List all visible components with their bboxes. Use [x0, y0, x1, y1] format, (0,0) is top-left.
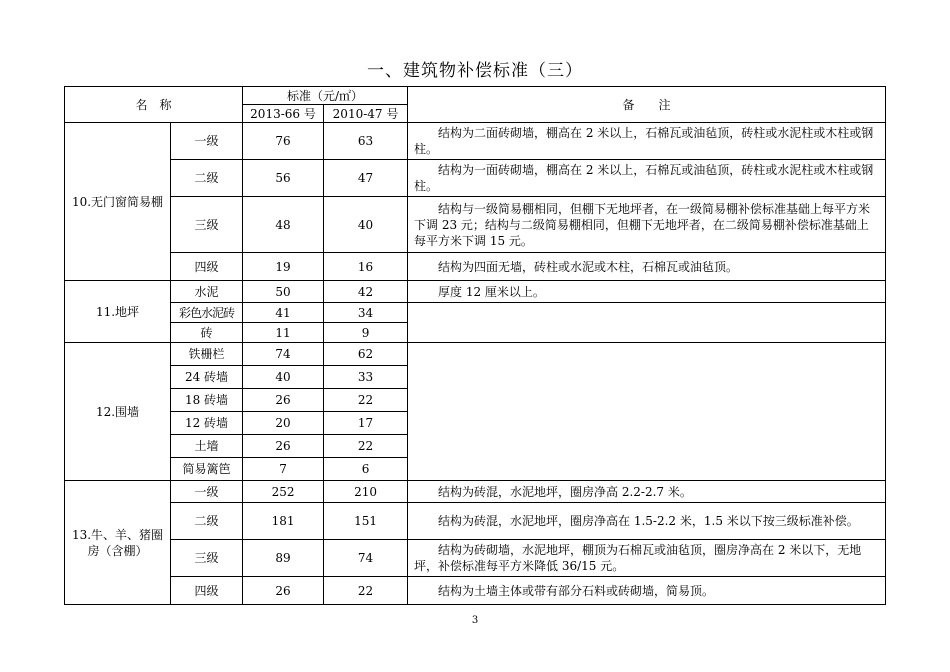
value-2013: 76: [243, 123, 324, 160]
header-std-2013: 2013-66 号: [243, 105, 324, 123]
compensation-table: [64, 86, 886, 605]
grade-cell: 二级: [171, 503, 243, 540]
value-2010: 22: [324, 389, 408, 412]
grade-cell: 24 砖墙: [171, 366, 243, 389]
page-number: 3: [471, 615, 479, 626]
value-2010: 40: [324, 197, 408, 253]
value-2010: 210: [324, 481, 408, 503]
value-2010: 22: [324, 435, 408, 458]
value-2013: 26: [243, 435, 324, 458]
value-2010: 16: [324, 253, 408, 281]
value-2010: 151: [324, 503, 408, 540]
grade-cell: 18 砖墙: [171, 389, 243, 412]
remark-cell: 结构为砖混，水泥地坪，圈房净高在 1.5-2.2 米，1.5 米以下按三级标准补偿。: [408, 503, 886, 540]
header-standard: 标准（元/㎡）: [243, 87, 408, 105]
remark-cell: 结构为土墙主体或带有部分石料或砖砌墙，简易顶。: [408, 577, 886, 605]
grade-cell: 三级: [171, 540, 243, 577]
header-name: 名 称: [65, 87, 243, 123]
remark-cell: 结构为砖混，水泥地坪，圈房净高 2.2-2.7 米。: [408, 481, 886, 503]
value-2013: 41: [243, 303, 324, 323]
value-2013: 11: [243, 323, 324, 343]
remark-cell: 结构为四面无墙，砖柱或水泥或木柱，石棉瓦或油毡顶。: [408, 253, 886, 281]
grade-cell: 四级: [171, 577, 243, 605]
section-name: 13.牛、羊、猪圈房（含棚）: [65, 481, 171, 605]
grade-cell: 三级: [171, 197, 243, 253]
header-remarks: 备 注: [408, 87, 886, 123]
value-2013: 89: [243, 540, 324, 577]
value-2013: 181: [243, 503, 324, 540]
section-name: 11.地坪: [65, 281, 171, 343]
remark-cell-empty: [408, 343, 886, 481]
grade-cell: 简易篱笆: [171, 458, 243, 481]
grade-cell: 一级: [171, 481, 243, 503]
value-2013: 26: [243, 389, 324, 412]
value-2010: 62: [324, 343, 408, 366]
value-2010: 34: [324, 303, 408, 323]
value-2013: 7: [243, 458, 324, 481]
value-2010: 9: [324, 323, 408, 343]
grade-cell: 二级: [171, 160, 243, 197]
value-2013: 48: [243, 197, 324, 253]
remark-cell: 厚度 12 厘米以上。: [408, 281, 886, 303]
section-name: 10.无门窗简易棚: [65, 123, 171, 281]
value-2013: 74: [243, 343, 324, 366]
remark-cell: 结构为一面砖砌墙，棚高在 2 米以上，石棉瓦或油毡顶，砖柱或水泥柱或木柱或钢柱。: [408, 160, 886, 197]
grade-cell: 水泥: [171, 281, 243, 303]
section-name: 12.围墙: [65, 343, 171, 481]
grade-cell: 砖: [171, 323, 243, 343]
remark-cell: 结构为二面砖砌墙，棚高在 2 米以上，石棉瓦或油毡顶，砖柱或水泥柱或木柱或钢柱。: [408, 123, 886, 160]
grade-cell: 一级: [171, 123, 243, 160]
remark-cell: 结构为砖砌墙，水泥地坪，棚顶为石棉瓦或油毡顶，圈房净高在 2 米以下，无地坪，补偿标准每平方米降低 36/15 元。: [408, 540, 886, 577]
value-2013: 19: [243, 253, 324, 281]
value-2010: 47: [324, 160, 408, 197]
grade-cell: 铁栅栏: [171, 343, 243, 366]
value-2013: 20: [243, 412, 324, 435]
value-2013: 50: [243, 281, 324, 303]
value-2013: 40: [243, 366, 324, 389]
value-2010: 74: [324, 540, 408, 577]
remark-cell-empty: [408, 303, 886, 343]
remark-cell: 结构与一级简易棚相同，但棚下无地坪者，在一级简易棚补偿标准基础上每平方米下调 23 元；结构与二级简易棚相同，但棚下无地坪者，在二级简易棚补偿标准基础上每平方米下调 15 元。: [408, 197, 886, 253]
grade-cell: 彩色水泥砖: [171, 303, 243, 323]
value-2010: 22: [324, 577, 408, 605]
grade-cell: 四级: [171, 253, 243, 281]
page-title: 一、建筑物补偿标准（三）: [367, 61, 583, 81]
grade-cell: 12 砖墙: [171, 412, 243, 435]
value-2010: 42: [324, 281, 408, 303]
value-2010: 17: [324, 412, 408, 435]
value-2010: 33: [324, 366, 408, 389]
value-2013: 26: [243, 577, 324, 605]
header-std-2010: 2010-47 号: [324, 105, 408, 123]
value-2013: 252: [243, 481, 324, 503]
value-2010: 6: [324, 458, 408, 481]
value-2010: 63: [324, 123, 408, 160]
value-2013: 56: [243, 160, 324, 197]
grade-cell: 土墙: [171, 435, 243, 458]
